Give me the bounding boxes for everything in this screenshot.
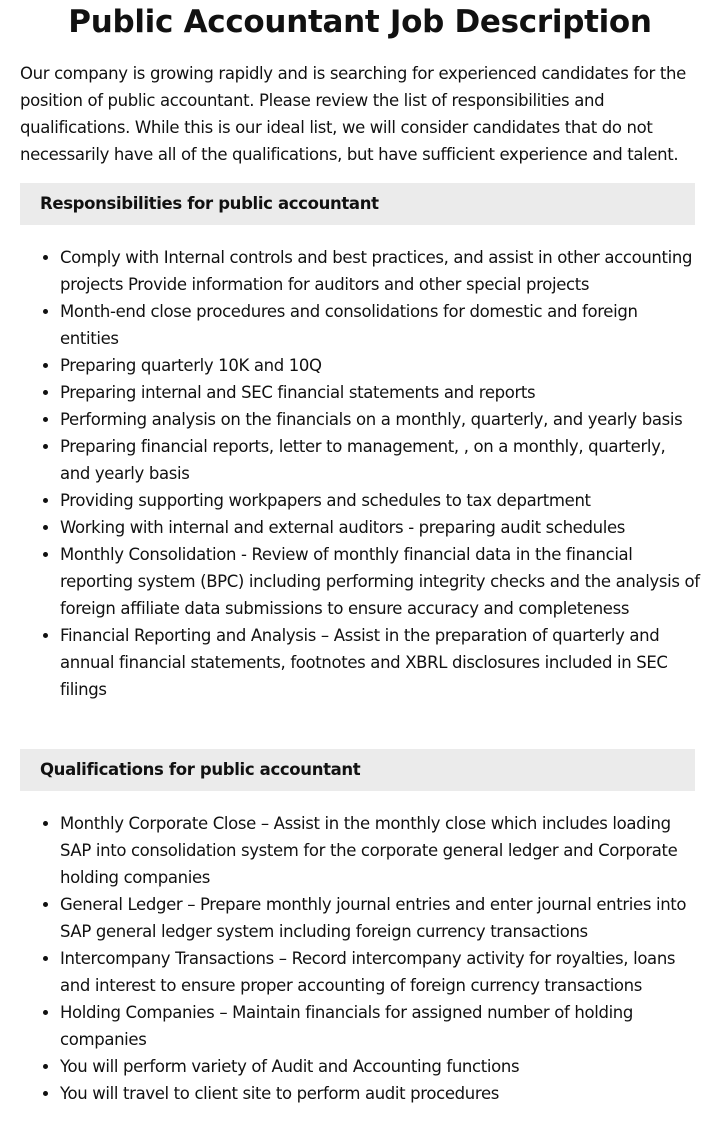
intro-paragraph: Our company is growing rapidly and is searching for experienced candidates for the position of public accountant. Please review the list of responsibilities and qualifications. While this is our ideal list, we will consider candidates that do not necessarily have all of the qualifications, but have sufficient experience and talent. <box>20 64 686 164</box>
list-item: • Monthly Corporate Close – Assist in the monthly close which includes loading SAP into consolidation system for the corporate general ledger and Corporate holding companies <box>60 810 700 891</box>
list-item: • Providing supporting workpapers and schedules to tax department <box>60 487 700 514</box>
list-item: • Financial Reporting and Analysis – Assist in the preparation of quarterly and annual financial statements, footnotes and XBRL disclosures included in SEC filings <box>60 622 700 703</box>
qualifications-heading: Qualifications for public accountant <box>20 749 695 791</box>
list-item: • You will travel to client site to perform audit procedures <box>60 1080 700 1107</box>
list-item: • Working with internal and external auditors - preparing audit schedules <box>60 514 700 541</box>
list-item: • Comply with Internal controls and best practices, and assist in other accounting projects Provide information for auditors and other special projects <box>60 244 700 298</box>
list-item: • Performing analysis on the financials on a monthly, quarterly, and yearly basis <box>60 406 700 433</box>
page-title: Public Accountant Job Description <box>68 4 652 40</box>
list-item: • Monthly Consolidation - Review of monthly financial data in the financial reporting system (BPC) including performing integrity checks and the analysis of foreign affiliate data submissions to ensure accuracy and completeness <box>60 541 700 622</box>
list-item: • Month-end close procedures and consolidations for domestic and foreign entities <box>60 298 700 352</box>
responsibilities-heading: Responsibilities for public accountant <box>20 183 695 225</box>
list-item: • Preparing quarterly 10K and 10Q <box>60 352 700 379</box>
list-item: • You will perform variety of Audit and Accounting functions <box>60 1053 700 1080</box>
list-item: • General Ledger – Prepare monthly journal entries and enter journal entries into SAP general ledger system including foreign currency transactions <box>60 891 700 945</box>
list-item: • Intercompany Transactions – Record intercompany activity for royalties, loans and interest to ensure proper accounting of foreign currency transactions <box>60 945 700 999</box>
qualifications-list <box>20 810 700 1107</box>
list-item: • Preparing financial reports, letter to management, , on a monthly, quarterly, and yearly basis <box>60 433 700 487</box>
list-item: • Holding Companies – Maintain financials for assigned number of holding companies <box>60 999 700 1053</box>
list-item: • Preparing internal and SEC financial statements and reports <box>60 379 700 406</box>
responsibilities-list <box>20 244 700 703</box>
